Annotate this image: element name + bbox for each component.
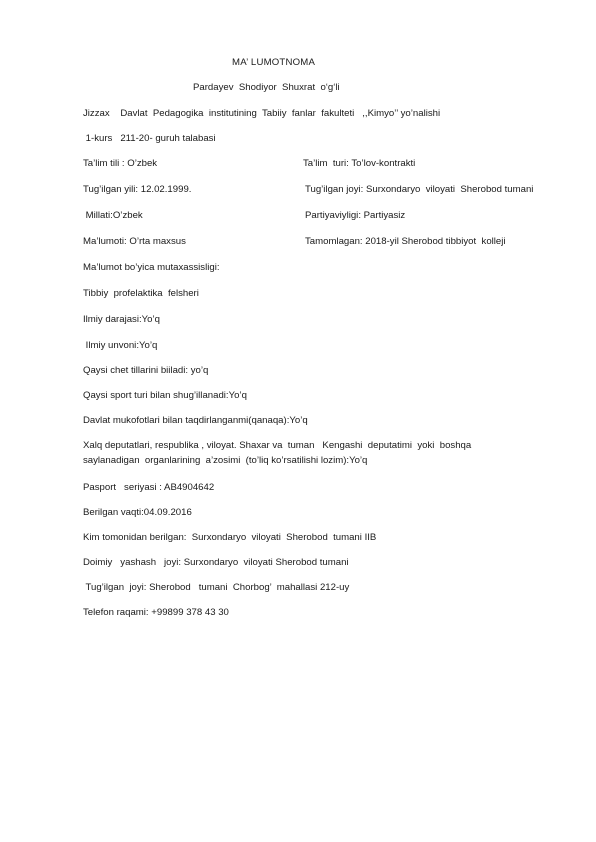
awards-field: Davlat mukofotlari bilan taqdirlanganmi(qanaqa):Yo’q — [83, 415, 308, 426]
specialty-label: Ma’lumot bo’yica mutaxassisligi: — [83, 262, 220, 273]
party-field: Partiyaviyligi: Partiyasiz — [305, 210, 406, 221]
deputy-line-2: saylanadigan organlarining a’zosimi (to’liq ko’rsatilishi lozim):Yo’q — [83, 455, 368, 466]
graduated-field: Tamomlagan: 2018-yil Sherobod tibbiyot kolleji — [305, 236, 506, 247]
person-name: Pardayev Shodiyor Shuxrat o‘g‘li — [193, 82, 340, 93]
faculty-line: Jizzax Davlat Pedagogika institutining Tabiiy fanlar fakulteti ,,Kimyo’’ yo’nalishi — [83, 108, 441, 119]
deputy-line-1: Xalq deputatlari, respublika , viloyat. Shaxar va tuman Kengashi deputatimi yoki boshqa — [83, 440, 472, 451]
education-field: Ma’lumoti: O’rta maxsus — [83, 236, 186, 247]
phone-field: Telefon raqami: +99899 378 43 30 — [83, 607, 229, 618]
passport-field: Pasport seriyasi : AB4904642 — [83, 482, 215, 493]
issued-by-field: Kim tomonidan berilgan: Surxondaryo viloyati Sherobod tumani IIB — [83, 532, 377, 543]
study-type-field: Ta’lim turi: To’lov-kontrakti — [303, 158, 416, 169]
birth-address-field: Tug’ilgan joyi: Sherobod tumani Chorbog’ mahallasi 212-uy — [83, 582, 350, 593]
specialty-value: Tibbiy profelaktika felsheri — [83, 288, 199, 299]
residence-field: Doimiy yashash joyi: Surxondaryo viloyati Sherobod tumani — [83, 557, 349, 568]
group-line: 1-kurs 211-20- guruh talabasi — [83, 133, 216, 144]
academic-degree-field: Ilmiy darajasi:Yo’q — [83, 314, 160, 325]
academic-title-field: Ilmiy unvoni:Yo’q — [83, 340, 158, 351]
birth-place-field: Tug’ilgan joyi: Surxondaryo viloyati Sherobod tumani — [305, 184, 534, 195]
study-language-field: Ta’lim tili : O’zbek — [83, 158, 158, 169]
birth-year-field: Tug’ilgan yili: 12.02.1999. — [83, 184, 192, 195]
foreign-languages-field: Qaysi chet tillarini biiladi: yo’q — [83, 365, 209, 376]
sport-field: Qaysi sport turi bilan shug’illanadi:Yo’q — [83, 390, 247, 401]
document-title: MA’ LUMOTNOMA — [232, 57, 316, 68]
nationality-field: Millati:O’zbek — [83, 210, 143, 221]
issue-date-field: Berilgan vaqti:04.09.2016 — [83, 507, 192, 518]
